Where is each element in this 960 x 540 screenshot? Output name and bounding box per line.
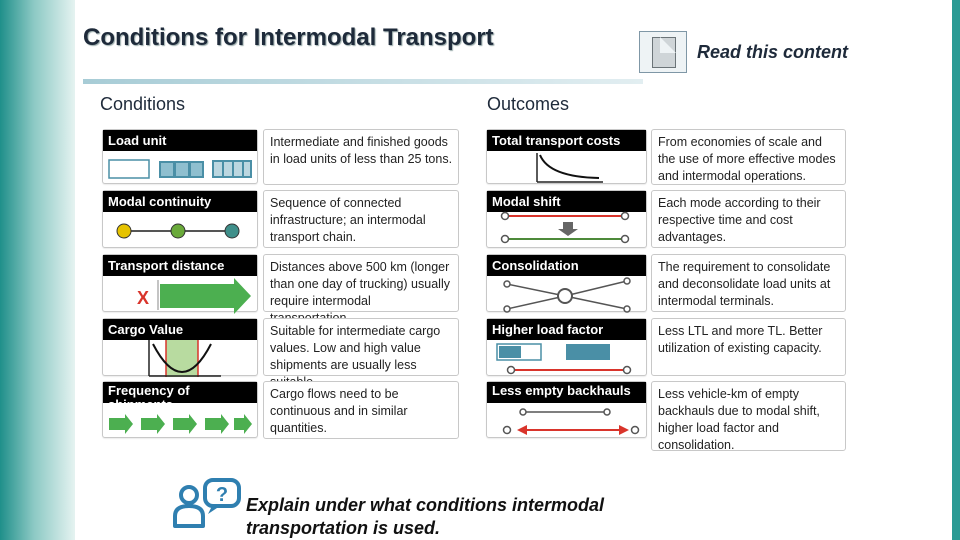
condition-label: Load unit [103, 130, 257, 151]
document-icon [652, 37, 676, 68]
read-content-link[interactable]: Read this content [697, 42, 849, 62]
condition-description-frequency: Cargo flows need to be continuous and in similar quantities. [263, 381, 459, 439]
left-decorative-band [0, 0, 75, 540]
backhauls-illustration [487, 403, 648, 439]
frequency-arrows-illustration [103, 403, 259, 439]
outcome-label: Modal shift [487, 191, 646, 212]
conditions-heading: Conditions [100, 94, 186, 114]
outcome-description-modal-shift: Each mode according to their respective time and cost advantages. [651, 190, 846, 248]
condition-description-cargo-value: Suitable for intermediate cargo values. Low and high value shipments are usually less [263, 318, 459, 376]
outcome-label: Total transport costs [487, 130, 646, 151]
outcome-label: Less empty backhauls [487, 382, 646, 403]
condition-card-cargo-value [102, 318, 258, 376]
condition-description-load-unit: Intermediate and finished goods in load units of less than 25 tons. [263, 129, 459, 185]
outcome-card-total-transport-costs [486, 129, 647, 184]
distance-marker: X [137, 288, 150, 308]
outcomes-heading: Outcomes [487, 94, 570, 114]
outcome-description-higher-load-factor: Less LTL and more TL. Better utilization of existing capacity. [651, 318, 846, 376]
condition-card-load-unit [102, 129, 258, 184]
outcome-card-less-empty-backhauls [486, 381, 647, 438]
outcome-label: Consolidation [487, 255, 646, 276]
condition-label: Modal continuity [103, 191, 257, 212]
right-decorative-band [952, 0, 960, 540]
read-content-button[interactable] [639, 31, 687, 73]
cost-curve-illustration [487, 151, 648, 185]
user-question-icon [172, 478, 244, 530]
condition-card-modal-continuity [102, 190, 258, 248]
condition-label: Cargo Value [103, 319, 257, 340]
outcome-description-consolidation: The requirement to consolidate and deconsolidate load units at intermodal terminals. [651, 254, 846, 312]
slide-title: Conditions for Intermodal Transport [83, 24, 494, 51]
load-factor-illustration [487, 340, 648, 377]
outcome-card-modal-shift [486, 190, 647, 248]
consolidation-hub-illustration [487, 276, 648, 313]
svg-text:?: ? [215, 484, 229, 506]
load-unit-containers-illustration [103, 151, 259, 185]
condition-label: Frequency of shipments [103, 382, 257, 403]
condition-card-frequency [102, 381, 258, 438]
outcome-label: Higher load factor [487, 319, 646, 340]
outcome-card-higher-load-factor [486, 318, 647, 376]
condition-card-transport-distance [102, 254, 258, 312]
cargo-value-curve-illustration [103, 340, 259, 377]
outcome-card-consolidation [486, 254, 647, 312]
condition-label: Transport distance [103, 255, 257, 276]
outcome-description-total-transport-costs: From economies of scale and the use of more effective modes and intermodal operations. [651, 129, 846, 185]
modal-continuity-nodes-illustration [103, 212, 259, 249]
modal-shift-illustration [487, 212, 648, 249]
outcome-description-less-empty-backhauls: Less vehicle-km of empty backhauls due to modal shift, higher load factor and consolidation. [651, 381, 846, 451]
condition-description-modal-continuity: Sequence of connected infrastructure; an intermodal transport chain. [263, 190, 459, 248]
condition-description-transport-distance: Distances above 500 km (longer than one day of trucking) usually require intermodal [263, 254, 459, 312]
transport-distance-arrow-illustration [103, 276, 259, 313]
discussion-question: Explain under what conditions intermodal transportation is used. [246, 495, 605, 538]
title-underline [83, 79, 643, 84]
